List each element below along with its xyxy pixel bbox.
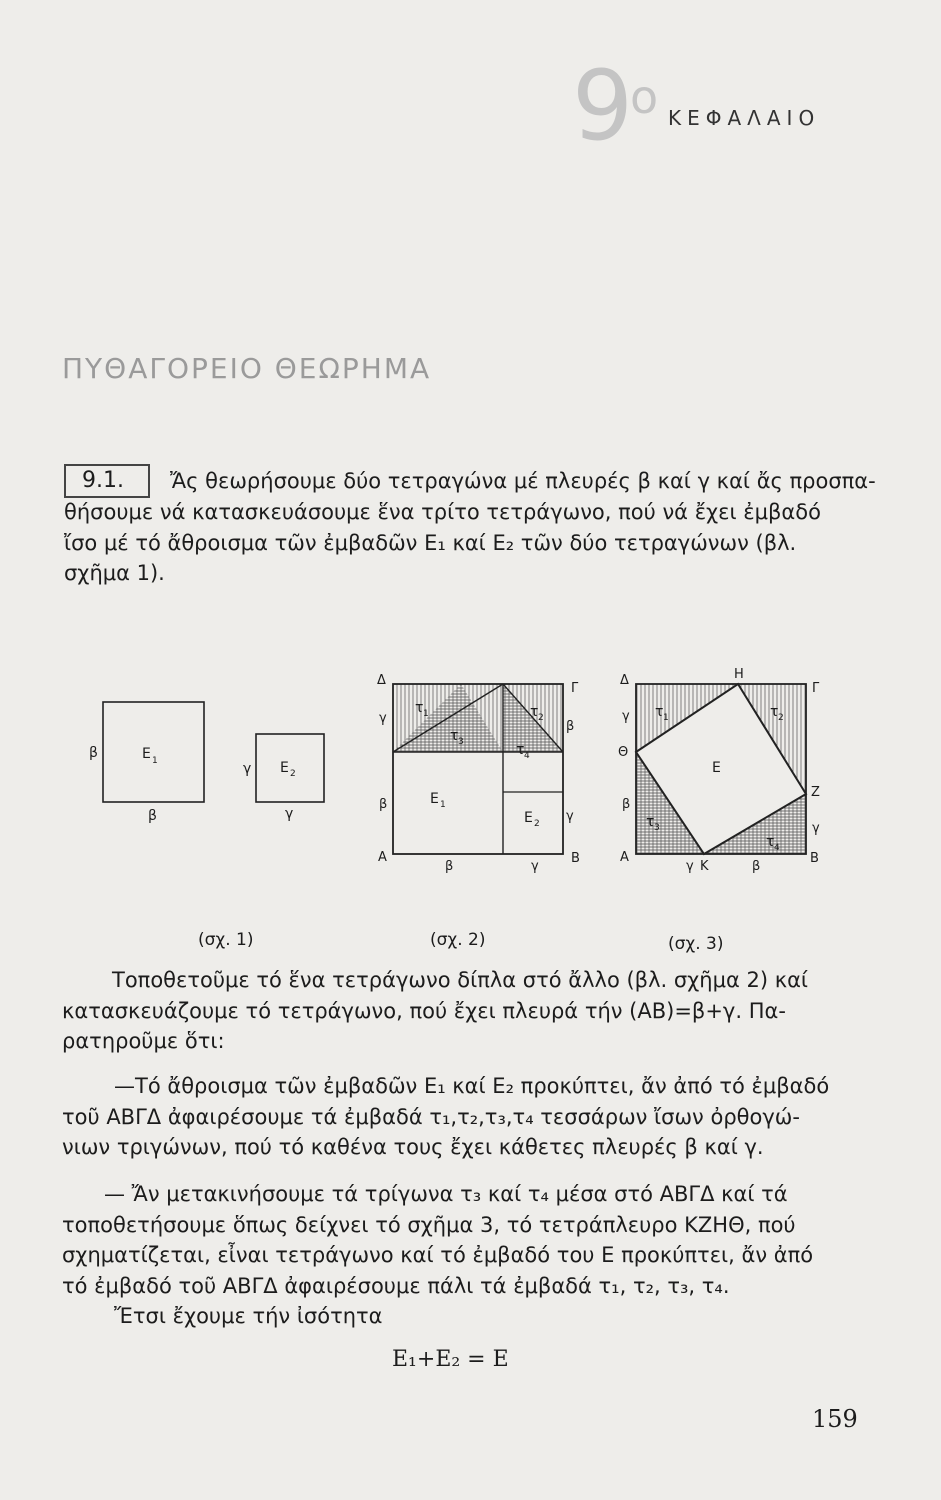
- body-paragraph-2: [62, 1071, 880, 1163]
- body-line: νιων τριγώνων, πού τό καθένα τους ἔχει κάθετες πλευρές β καί γ.: [62, 1135, 764, 1159]
- fig3-label-A: Α: [620, 850, 629, 865]
- caption-fig-3: (σχ. 3): [668, 934, 724, 954]
- fig2-label-b-bottom: β: [445, 859, 454, 874]
- fig2-label-G: Γ: [571, 681, 579, 696]
- intro-paragraph-first-line: [170, 466, 880, 497]
- fig3-label-Z: Ζ: [811, 785, 820, 800]
- fig2-label-g-right: γ: [566, 809, 574, 824]
- fig1-label-E1: Ε: [142, 746, 151, 762]
- fig3-label-G: Γ: [812, 681, 820, 696]
- fig2-label-E1: Ε: [430, 791, 439, 807]
- section-title: ΠΥΘΑΓΟΡΕΙΟ ΘΕΩΡΗΜΑ: [62, 352, 432, 385]
- body-line: τοποθετήσουμε ὅπως δείχνει τό σχῆμα 3, τό τετράπλευρο ΚΖΗΘ, πού: [62, 1212, 796, 1237]
- fig3-label-t3: τ: [646, 814, 655, 830]
- fig3-label-t4: τ: [766, 834, 775, 850]
- fig2-label-t1-sub: 1: [423, 709, 429, 719]
- page-number: 159: [812, 1405, 858, 1433]
- body-paragraph-1: [62, 965, 880, 1057]
- fig2-label-b-right: β: [566, 719, 575, 734]
- formula: Ε₁+Ε₂ = Ε: [392, 1347, 509, 1372]
- fig1-label-E2: Ε: [280, 760, 289, 776]
- fig3-label-t1: τ: [655, 704, 664, 720]
- fig2-label-E1-sub: 1: [440, 800, 446, 810]
- fig2-label-t4-sub: 4: [524, 751, 530, 761]
- body-line: ρατηροῦμε ὅτι:: [62, 1029, 225, 1053]
- fig3-label-t4-sub: 4: [774, 843, 780, 853]
- fig2-label-E2: Ε: [524, 810, 533, 826]
- fig3-label-g-left: γ: [622, 709, 630, 724]
- chapter-label: ΚΕΦΑΛΑΙΟ: [668, 106, 821, 130]
- chapter-number: 9: [572, 50, 634, 162]
- intro-line: θήσουμε νά κατασκευάσουμε ἕνα τρίτο τετράγωνο, πού νά ἔχει ἐμβαδό: [64, 500, 821, 524]
- intro-paragraph: [64, 497, 880, 589]
- fig2-label-t4: τ: [516, 742, 525, 758]
- body-line: σχηματίζεται, εἶναι τετράγωνο καί τό ἐμβαδό του Ε προκύπτει, ἄν ἀπό: [62, 1243, 814, 1267]
- figure-2: [377, 673, 580, 874]
- fig3-label-B: Β: [810, 851, 819, 866]
- body-paragraph-3: [62, 1179, 880, 1332]
- fig1-label-E1-sub: 1: [152, 756, 158, 766]
- fig3-label-H: Η: [734, 667, 744, 682]
- caption-fig-2: (σχ. 2): [430, 930, 486, 950]
- fig1-label-b-bottom: β: [148, 808, 157, 824]
- body-line: — Ἄν μετακινήσουμε τά τρίγωνα τ₃ καί τ₄ μέσα στό ΑΒΓΔ καί τά: [104, 1182, 788, 1206]
- fig2-label-g-left: γ: [379, 711, 387, 726]
- fig2-label-b-left: β: [379, 797, 388, 812]
- body-line: τοῦ ΑΒΓΔ ἀφαιρέσουμε τά ἐμβαδά τ₁,τ₂,τ₃,τ₄ τεσσάρων ἴσων ὀρθογώ-: [62, 1104, 800, 1129]
- fig3-label-b-left: β: [622, 797, 631, 812]
- chapter-number-suffix: ο: [630, 70, 659, 124]
- fig2-label-E2-sub: 2: [534, 819, 540, 829]
- fig2-label-B: Β: [571, 851, 580, 866]
- caption-fig-1: (σχ. 1): [198, 930, 254, 950]
- fig3-label-K: Κ: [700, 859, 709, 874]
- fig2-label-t1: τ: [415, 700, 424, 716]
- fig2-label-g-bottom: γ: [531, 859, 539, 874]
- fig2-label-t3-sub: 3: [458, 737, 464, 747]
- fig3-label-t3-sub: 3: [654, 823, 660, 833]
- body-line: Τοποθετοῦμε τό ἕνα τετράγωνο δίπλα στό ἄλλο (βλ. σχῆμα 2) καί: [112, 968, 809, 992]
- figures-svg: [0, 660, 941, 960]
- fig1-label-g-bottom: γ: [285, 806, 294, 822]
- fig1-label-b-left: β: [89, 745, 98, 761]
- fig2-label-t2-sub: 2: [538, 713, 544, 723]
- fig3-label-E: Ε: [712, 760, 721, 776]
- fig3-label-Th: Θ: [618, 745, 629, 760]
- section-number-box: 9.1.: [64, 464, 150, 498]
- figure-3: [618, 667, 820, 874]
- fig2-label-D: Δ: [377, 673, 386, 688]
- fig3-label-t2: τ: [770, 704, 779, 720]
- fig3-label-g-bottom: γ: [686, 859, 694, 874]
- fig3-label-b-bottom: β: [752, 859, 761, 874]
- fig1-label-E2-sub: 2: [290, 769, 296, 779]
- figure-1: [89, 702, 324, 824]
- fig2-label-t2: τ: [530, 704, 539, 720]
- fig3-label-g-right: γ: [812, 821, 820, 836]
- fig2-label-A: Α: [378, 850, 387, 865]
- body-line: Ἔτσι ἔχουμε τήν ἰσότητα: [114, 1304, 383, 1328]
- fig3-label-t1-sub: 1: [663, 713, 669, 723]
- body-line: κατασκευάζουμε τό τετράγωνο, πού ἔχει πλευρά τήν (ΑΒ)=β+γ. Πα-: [62, 998, 786, 1023]
- fig1-label-g-left: γ: [243, 761, 252, 777]
- fig3-label-t2-sub: 2: [778, 713, 784, 723]
- intro-line: Ἄς θεωρήσουμε δύο τετραγώνα μέ πλευρές β καί γ καί ἄς προσπα-: [170, 469, 876, 493]
- fig3-label-D: Δ: [620, 673, 629, 688]
- intro-line: σχῆμα 1).: [64, 561, 165, 585]
- body-line: —Τό ἄθροισμα τῶν ἐμβαδῶν Ε₁ καί Ε₂ προκύπτει, ἄν ἀπό τό ἐμβαδό: [114, 1074, 830, 1098]
- body-line: τό ἐμβαδό τοῦ ΑΒΓΔ ἀφαιρέσουμε πάλι τά ἐμβαδά τ₁, τ₂, τ₃, τ₄.: [62, 1273, 730, 1298]
- fig2-label-t3: τ: [450, 728, 459, 744]
- intro-line: ἴσο μέ τό ἄθροισμα τῶν ἐμβαδῶν Ε₁ καί Ε₂ τῶν δύο τετραγώνων (βλ.: [64, 530, 797, 555]
